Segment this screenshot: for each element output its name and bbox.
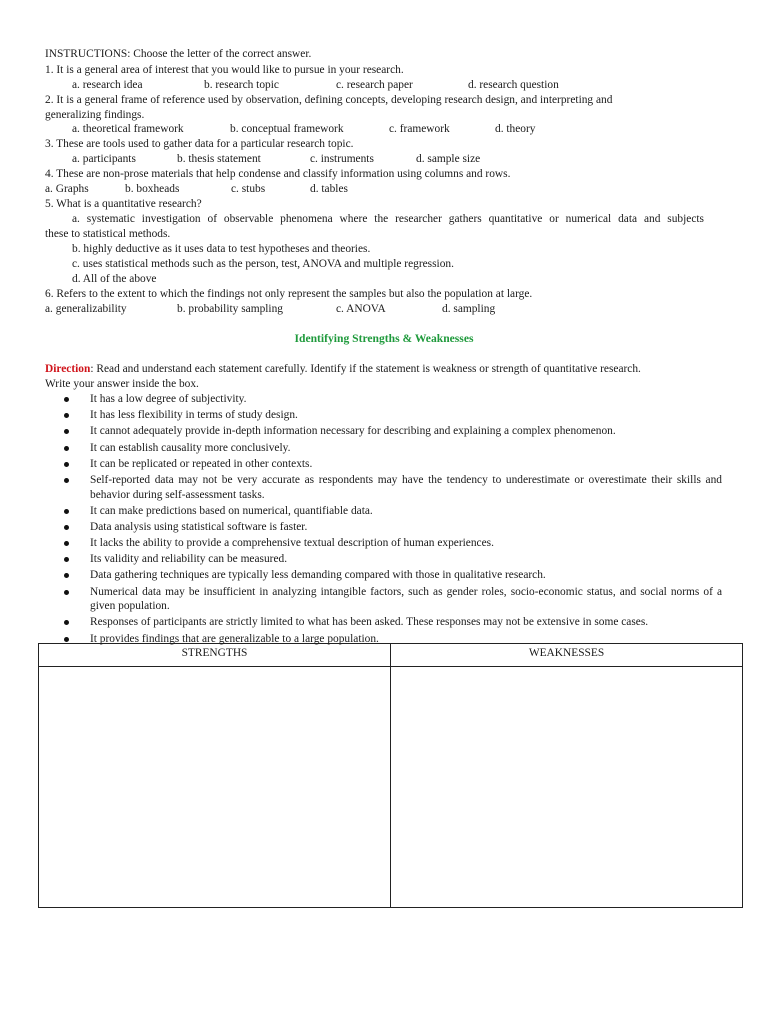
statement-item: It lacks the ability to provide a comprehensive textual description of human experiences.	[64, 536, 722, 551]
bullet-icon	[64, 462, 69, 467]
statement-item: It has a low degree of subjectivity.	[64, 392, 722, 407]
question-2-text-cont: generalizing findings.	[45, 109, 145, 121]
q6-option-b[interactable]: b. probability sampling	[177, 303, 283, 315]
statement-item: Data gathering techniques are typically less demanding compared with those in qualitative research.	[64, 568, 722, 583]
strengths-answer-box[interactable]	[39, 667, 390, 908]
question-1-text: 1. It is a general area of interest that you would like to pursue in your research.	[45, 64, 404, 76]
bullet-icon	[64, 525, 69, 530]
q5-option-d[interactable]: d. All of the above	[72, 273, 157, 285]
weaknesses-answer-box[interactable]	[391, 667, 742, 908]
q4-option-d[interactable]: d. tables	[310, 183, 348, 195]
q2-option-a[interactable]: a. theoretical framework	[72, 123, 184, 135]
statement-list	[64, 392, 722, 648]
statement-item: It can establish causality more conclusively.	[64, 441, 722, 456]
bullet-icon	[64, 446, 69, 451]
bullet-icon	[64, 541, 69, 546]
question-6-text: 6. Refers to the extent to which the findings not only represent the samples but also the population at large.	[45, 288, 533, 300]
q3-option-b[interactable]: b. thesis statement	[177, 153, 261, 165]
statement-item: Self-reported data may not be very accurate as respondents may have the tendency to underestimate or overestimate their skills and behavior during self-assessment tasks.	[64, 473, 722, 502]
statement-item: Responses of participants are strictly limited to what has been asked. These responses may not be extensive in some cases.	[64, 615, 722, 630]
q5-option-b[interactable]: b. highly deductive as it uses data to test hypotheses and theories.	[72, 243, 371, 255]
bullet-icon	[64, 637, 69, 642]
question-5-text: 5. What is a quantitative research?	[45, 198, 202, 210]
weaknesses-header: WEAKNESSES	[528, 647, 605, 659]
q6-option-d[interactable]: d. sampling	[442, 303, 496, 315]
direction-text-cont: Write your answer inside the box.	[45, 378, 199, 390]
bullet-icon	[64, 590, 69, 595]
q6-option-c[interactable]: c. ANOVA	[336, 303, 386, 315]
q4-option-a[interactable]: a. Graphs	[45, 183, 89, 195]
bullet-icon	[64, 557, 69, 562]
q5-option-a[interactable]: a. systematic investigation of observable phenomena where the researcher gathers quantitative or numerical data and subjects	[72, 213, 704, 225]
statement-item: Its validity and reliability can be measured.	[64, 552, 722, 567]
question-3-text: 3. These are tools used to gather data for a particular research topic.	[45, 138, 354, 150]
bullet-icon	[64, 509, 69, 514]
q6-option-a[interactable]: a. generalizability	[45, 303, 127, 315]
q2-option-c[interactable]: c. framework	[389, 123, 450, 135]
q1-option-b[interactable]: b. research topic	[204, 79, 279, 91]
answer-table	[38, 643, 743, 908]
q3-option-a[interactable]: a. participants	[72, 153, 136, 165]
statement-item: It can be replicated or repeated in other contexts.	[64, 457, 722, 472]
statement-item: Data analysis using statistical software is faster.	[64, 520, 722, 535]
q5-option-a-cont: these to statistical methods.	[45, 228, 171, 240]
statement-item: It provides findings that are generalizable to a large population.	[64, 632, 722, 647]
bullet-icon	[64, 397, 69, 402]
q5-option-c[interactable]: c. uses statistical methods such as the person, test, ANOVA and multiple regression.	[72, 258, 454, 270]
bullet-icon	[64, 478, 69, 483]
q2-option-b[interactable]: b. conceptual framework	[230, 123, 344, 135]
section-title: Identifying Strengths & Weaknesses	[294, 332, 474, 345]
statement-item: It has less flexibility in terms of study design.	[64, 408, 722, 423]
q4-option-c[interactable]: c. stubs	[231, 183, 266, 195]
bullet-icon	[64, 429, 69, 434]
q1-option-c[interactable]: c. research paper	[336, 79, 413, 91]
q3-option-d[interactable]: d. sample size	[416, 153, 481, 165]
statement-item: Numerical data may be insufficient in analyzing intangible factors, such as gender roles, socio-economic status, and social norms of a given population.	[64, 585, 722, 614]
statement-item: It cannot adequately provide in-depth information necessary for describing and explaining a complex phenomenon.	[64, 424, 722, 439]
q1-option-d[interactable]: d. research question	[468, 79, 559, 91]
question-2-text: 2. It is a general frame of reference used by observation, defining concepts, developing research design, and interpreting and	[45, 94, 613, 106]
bullet-icon	[64, 413, 69, 418]
q2-option-d[interactable]: d. theory	[495, 123, 536, 135]
bullet-icon	[64, 573, 69, 578]
statement-item: It can make predictions based on numerical, quantifiable data.	[64, 504, 722, 519]
direction-label: Direction	[45, 363, 91, 375]
strengths-header: STRENGTHS	[181, 647, 248, 659]
q4-option-b[interactable]: b. boxheads	[125, 183, 180, 195]
direction-line	[45, 362, 641, 376]
q3-option-c[interactable]: c. instruments	[310, 153, 374, 165]
q1-option-a[interactable]: a. research idea	[72, 79, 143, 91]
bullet-icon	[64, 620, 69, 625]
direction-text: : Read and understand each statement carefully. Identify if the statement is weakness or strength of quantitative research.	[90, 363, 641, 375]
instructions-line: INSTRUCTIONS: Choose the letter of the correct answer.	[45, 48, 312, 60]
question-4-text: 4. These are non-prose materials that help condense and classify information using columns and rows.	[45, 168, 511, 180]
